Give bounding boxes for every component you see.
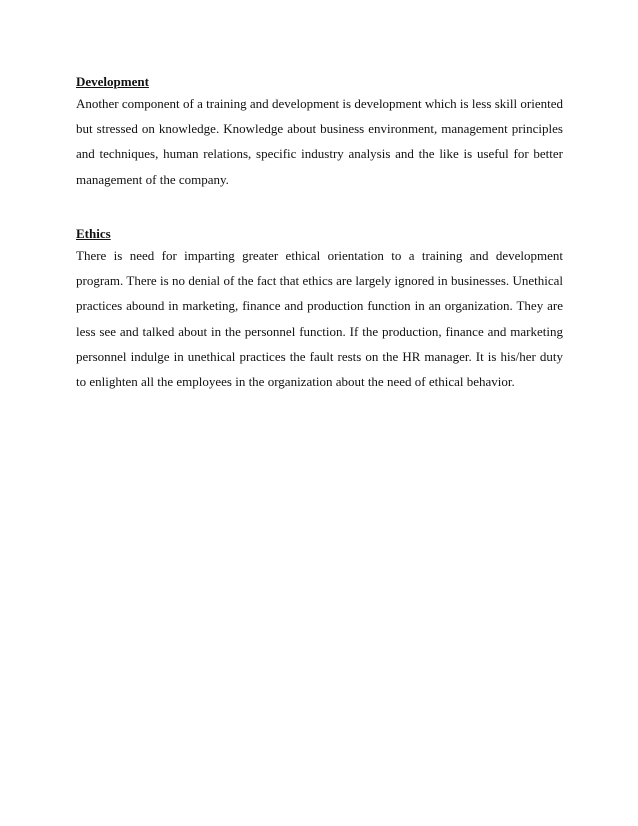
- section-heading: Ethics: [76, 226, 111, 241]
- section-paragraph: Another component of a training and development is development which is less skill oriented but stressed on knowledge. Knowledge about business environment, management principles and techniques, human relations, specific industry analysis and the like is useful for better management of the company.: [76, 96, 563, 187]
- section-ethics: [76, 226, 563, 394]
- section-heading: Development: [76, 74, 149, 89]
- section-paragraph: There is need for imparting greater ethical orientation to a training and development program. There is no denial of the fact that ethics are largely ignored in businesses. Unethical practices abound in marketing, finance and production function in an organization. They are less see and talked about in the personnel function. If the production, finance and marketing personnel indulge in unethical practices the fault rests on the HR manager. It is his/her duty to enlighten all the employees in the organization about the need of ethical behavior.: [76, 248, 563, 390]
- section-development: [76, 74, 563, 192]
